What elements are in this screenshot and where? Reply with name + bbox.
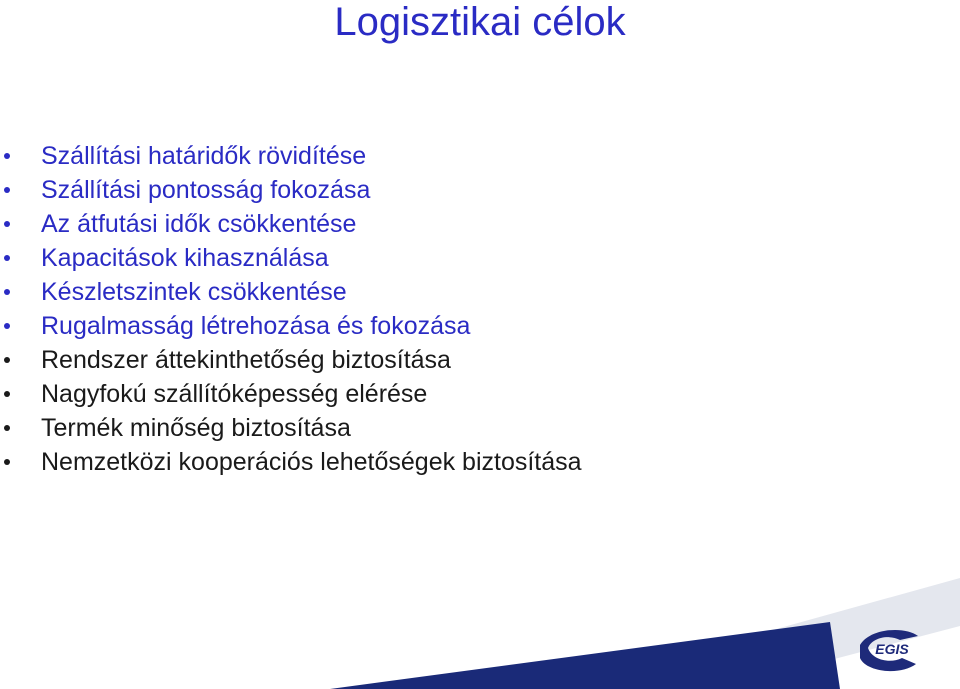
list-item-text: Nagyfokú szállítóképesség elérése (41, 380, 428, 408)
list-item (0, 241, 582, 275)
list-item-text: Szállítási határidők rövidítése (41, 142, 367, 170)
list-item-text: Készletszintek csökkentése (41, 278, 347, 306)
list-item-text: Kapacitások kihasználása (41, 244, 329, 272)
bullet-icon (4, 153, 10, 159)
bullet-icon (4, 187, 10, 193)
slide-title: Logisztikai célok (334, 0, 626, 44)
list-item-text: Rugalmasság létrehozása és fokozása (41, 312, 471, 340)
bullet-icon (4, 221, 10, 227)
list-item (0, 139, 582, 173)
bullet-icon (4, 425, 10, 431)
bullet-icon (4, 289, 10, 295)
list-item (0, 309, 582, 343)
dark-band (330, 622, 840, 689)
list-item (0, 207, 582, 241)
list-item-text: Nemzetközi kooperációs lehetőségek biztosítása (41, 448, 582, 476)
bullet-icon (4, 391, 10, 397)
list-item (0, 275, 582, 309)
bullet-icon (4, 255, 10, 261)
list-item-text: Az átfutási idők csökkentése (41, 210, 357, 238)
bullet-list (0, 139, 582, 479)
logo-text: EGIS (875, 641, 909, 657)
list-item (0, 445, 582, 479)
list-item (0, 343, 582, 377)
list-item-text: Szállítási pontosság fokozása (41, 176, 371, 204)
list-item-text: Rendszer áttekinthetőség biztosítása (41, 346, 451, 374)
list-item (0, 377, 582, 411)
bullet-icon (4, 459, 10, 465)
bullet-icon (4, 323, 10, 329)
list-item (0, 173, 582, 207)
list-item-text: Termék minőség biztosítása (41, 414, 351, 442)
bullet-icon (4, 357, 10, 363)
list-item (0, 411, 582, 445)
